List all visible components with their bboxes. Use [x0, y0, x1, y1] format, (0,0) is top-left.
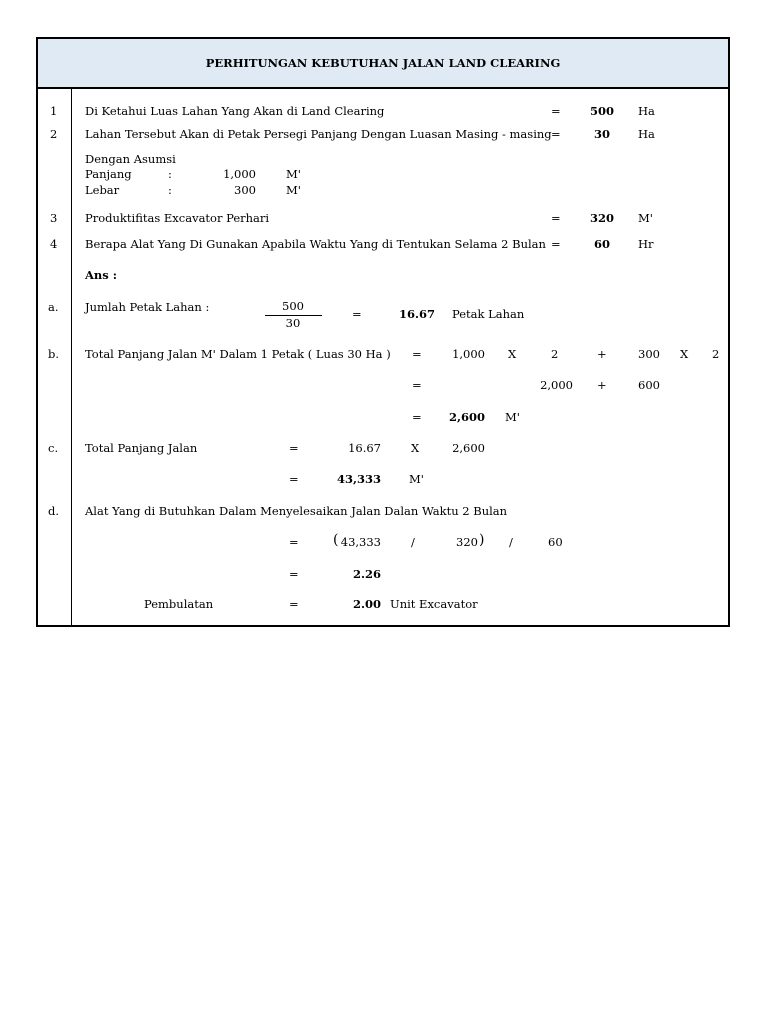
open-parenthesis: (: [333, 532, 339, 548]
divide-operator: /: [509, 535, 513, 549]
step-b-unit: M': [505, 410, 520, 424]
step-d-equals: =: [289, 597, 299, 611]
step-b-value: 2: [712, 347, 720, 361]
item-text: Produktifitas Excavator Perhari: [85, 211, 270, 225]
panjang-value: 1,000: [223, 167, 256, 181]
step-b-equals: =: [412, 347, 422, 361]
step-d-value: 43,333: [340, 535, 381, 549]
step-c-result: 43,333: [336, 472, 381, 486]
item-unit: Ha: [638, 127, 655, 141]
step-b-value: 300: [638, 347, 660, 361]
panjang-colon: :: [168, 167, 172, 181]
plus-operator: +: [597, 347, 607, 361]
step-c-unit: M': [409, 472, 424, 486]
rounding-label: Pembulatan: [144, 597, 214, 611]
step-number: d.: [48, 504, 60, 518]
item-equals: =: [551, 127, 561, 141]
step-a-label: Jumlah Petak Lahan :: [85, 300, 210, 314]
close-parenthesis: ): [479, 532, 485, 548]
step-a-unit: Petak Lahan: [452, 307, 525, 321]
step-b-label: Total Panjang Jalan M' Dalam 1 Petak ( Luas 30 Ha ): [85, 347, 391, 361]
item-unit: Hr: [638, 237, 654, 251]
item-value: 500: [590, 104, 615, 118]
panjang-unit: M': [286, 167, 301, 181]
item-number: 4: [50, 237, 58, 251]
step-d-value: 60: [548, 535, 563, 549]
assumption-label: Dengan Asumsi: [85, 152, 176, 166]
item-number: 3: [50, 211, 58, 225]
step-c-value: 16.67: [348, 441, 381, 455]
item-text: Berapa Alat Yang Di Gunakan Apabila Waktu Yang di Tentukan Selama 2 Bulan: [85, 237, 546, 251]
item-value: 60: [594, 237, 611, 251]
step-d-value: 320: [456, 535, 478, 549]
step-b-value: 2,000: [540, 378, 573, 392]
item-unit: M': [638, 211, 653, 225]
step-b-value: 600: [638, 378, 660, 392]
rounded-result: 2.00: [352, 597, 381, 611]
step-a-result: 16.67: [399, 307, 436, 321]
step-number: a.: [48, 300, 59, 314]
item-text: Di Ketahui Luas Lahan Yang Akan di Land Clearing: [85, 104, 385, 118]
panjang-label: Panjang: [85, 167, 132, 181]
multiply-operator: X: [680, 347, 689, 361]
item-value: 30: [594, 127, 611, 141]
step-b-result: 2,600: [448, 410, 485, 424]
sheet-title: PERHITUNGAN KEBUTUHAN JALAN LAND CLEARING: [38, 39, 728, 89]
step-d-equals: =: [289, 535, 299, 549]
fraction-numerator: 500: [282, 299, 304, 313]
lebar-value: 300: [234, 183, 256, 197]
step-d-label: Alat Yang di Butuhkan Dalam Menyelesaikan Jalan Dalan Waktu 2 Bulan: [85, 504, 508, 518]
step-b-equals: =: [412, 378, 422, 392]
step-c-value: 2,600: [452, 441, 485, 455]
step-d-result: 2.26: [352, 567, 381, 581]
lebar-label: Lebar: [85, 183, 120, 197]
calculation-sheet: [36, 37, 730, 627]
plus-operator: +: [597, 378, 607, 392]
lebar-unit: M': [286, 183, 301, 197]
rounded-unit: Unit Excavator: [390, 597, 478, 611]
step-a-equals: =: [352, 307, 362, 321]
step-c-label: Total Panjang Jalan: [85, 441, 198, 455]
item-equals: =: [551, 237, 561, 251]
fraction-denominator: 30: [285, 316, 301, 330]
item-unit: Ha: [638, 104, 655, 118]
step-c-equals: =: [289, 472, 299, 486]
step-b-value: 1,000: [452, 347, 485, 361]
item-value: 320: [590, 211, 615, 225]
item-text: Lahan Tersebut Akan di Petak Persegi Panjang Dengan Luasan Masing - masing: [85, 127, 552, 141]
step-d-equals: =: [289, 567, 299, 581]
multiply-operator: X: [508, 347, 517, 361]
step-b-equals: =: [412, 410, 422, 424]
multiply-operator: X: [411, 441, 420, 455]
item-equals: =: [551, 104, 561, 118]
step-b-value: 2: [551, 347, 559, 361]
item-number: 1: [50, 104, 58, 118]
answer-label: Ans :: [85, 268, 118, 282]
item-number: 2: [50, 127, 58, 141]
step-c-equals: =: [289, 441, 299, 455]
lebar-colon: :: [168, 183, 172, 197]
step-number: c.: [48, 441, 59, 455]
item-equals: =: [551, 211, 561, 225]
divide-operator: /: [411, 535, 415, 549]
number-column-divider: [71, 89, 72, 625]
step-number: b.: [48, 347, 60, 361]
